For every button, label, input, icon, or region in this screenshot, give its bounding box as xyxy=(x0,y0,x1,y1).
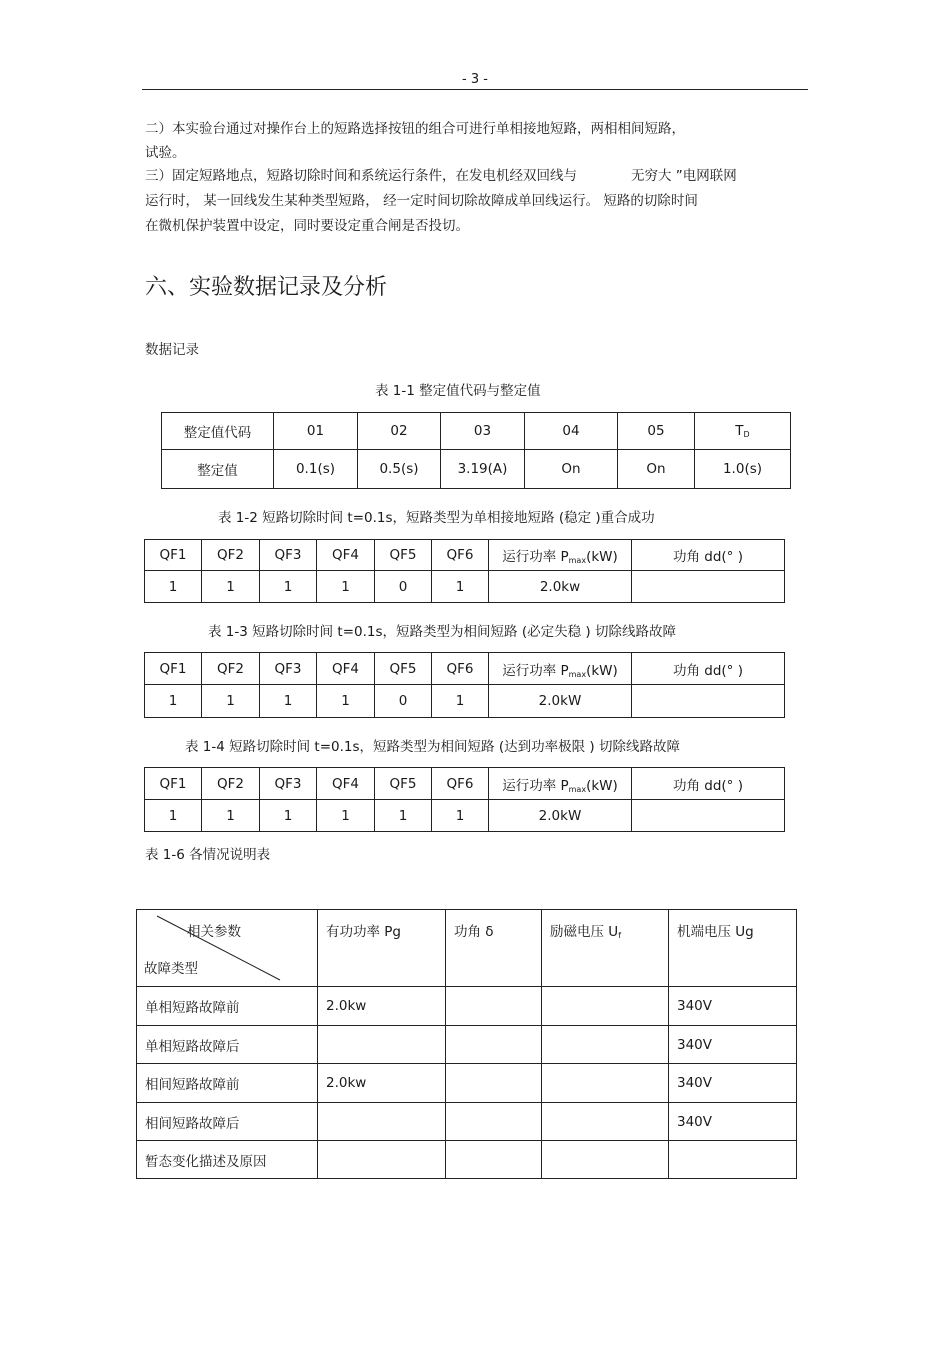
paragraph-line: 试验。 xyxy=(145,145,186,161)
cell: QF3 xyxy=(260,653,317,685)
cell: 机端电压 Ug xyxy=(669,910,797,987)
cell xyxy=(542,1026,669,1064)
table3-phase-to-phase xyxy=(144,652,785,718)
cell: 1 xyxy=(145,685,202,718)
cell: 1 xyxy=(260,571,317,603)
power-label: 运行功率 P xyxy=(502,777,569,794)
table1-setting-values xyxy=(161,412,791,489)
cell xyxy=(446,1103,542,1141)
cell: 1 xyxy=(145,571,202,603)
cell: 1 xyxy=(432,685,489,718)
cell: On xyxy=(525,450,618,489)
cell: 1 xyxy=(432,800,489,832)
cell xyxy=(446,1026,542,1064)
paragraph-line: 在微机保护装置中设定，同时要设定重合闸是否投切。 xyxy=(145,218,469,234)
power-label: 运行功率 P xyxy=(502,662,569,679)
cell: 340V xyxy=(669,1026,797,1064)
cell xyxy=(695,413,791,450)
cell: 1 xyxy=(317,685,375,718)
cell: 0.1(s) xyxy=(274,450,358,489)
cell xyxy=(542,1103,669,1141)
cell: QF1 xyxy=(145,653,202,685)
table4-power-limit xyxy=(144,767,785,832)
cell: QF2 xyxy=(202,540,260,571)
cell: 相间短路故障前 xyxy=(137,1064,318,1103)
paragraph-line: 二）本实验台通过对操作台上的短路选择按钮的组合可进行单相接地短路，两相相间短路， xyxy=(145,121,685,137)
cell xyxy=(318,1141,446,1179)
cell: 1 xyxy=(317,800,375,832)
table3-caption: 表 1-3 短路切除时间 t=0.1s，短路类型为相间短路 (必定失稳 ) 切除线路故障 xyxy=(208,624,676,640)
intro-paragraphs xyxy=(145,117,810,239)
cell: QF4 xyxy=(317,768,375,800)
power-subscript: max xyxy=(568,784,587,794)
cell: 2.0kw xyxy=(318,1064,446,1103)
cell: QF5 xyxy=(375,540,432,571)
cell: 1.0(s) xyxy=(695,450,791,489)
cell: 1 xyxy=(432,571,489,603)
cell: 有功功率 Pg xyxy=(318,910,446,987)
cell: 功角 dd(° ) xyxy=(632,540,785,571)
cell xyxy=(632,685,785,718)
cell: 整定值 xyxy=(162,450,274,489)
cell xyxy=(318,1026,446,1064)
cell: QF6 xyxy=(432,540,489,571)
header-rule xyxy=(142,89,808,90)
cell xyxy=(489,768,632,800)
cell: 02 xyxy=(358,413,441,450)
section-title: 六、实验数据记录及分析 xyxy=(145,275,388,300)
cell: 1 xyxy=(260,685,317,718)
cell xyxy=(542,910,669,987)
cell: QF2 xyxy=(202,768,260,800)
cell xyxy=(489,540,632,571)
cell: 2.0kw xyxy=(489,571,632,603)
uf-label: 励磁电压 U xyxy=(550,924,619,940)
cell: 单相短路故障后 xyxy=(137,1026,318,1064)
table2-single-phase xyxy=(144,539,785,603)
cell: QF3 xyxy=(260,768,317,800)
cell: 340V xyxy=(669,1103,797,1141)
paragraph-line: 运行时， 某一回线发生某种类型短路， 经一定时间切除故障成单回线运行。 短路的切除时间 xyxy=(145,193,698,209)
cell: QF4 xyxy=(317,540,375,571)
power-unit: (kW) xyxy=(586,777,618,794)
cell: QF5 xyxy=(375,768,432,800)
power-unit: (kW) xyxy=(586,662,618,679)
cell: 1 xyxy=(317,571,375,603)
cell: 1 xyxy=(145,800,202,832)
cell: On xyxy=(618,450,695,489)
cell: 1 xyxy=(202,685,260,718)
cell xyxy=(446,1064,542,1103)
cell: QF4 xyxy=(317,653,375,685)
diagonal-header-cell xyxy=(137,910,318,987)
cell: 相间短路故障后 xyxy=(137,1103,318,1141)
cell: 2.0kW xyxy=(489,685,632,718)
cell: 2.0kW xyxy=(489,800,632,832)
cell: 暂态变化描述及原因 xyxy=(137,1141,318,1179)
cell: 0 xyxy=(375,685,432,718)
table2-caption: 表 1-2 短路切除时间 t=0.1s，短路类型为单相接地短路 (稳定 )重合成功 xyxy=(218,510,655,526)
power-label: 运行功率 P xyxy=(502,549,569,565)
cell: 01 xyxy=(274,413,358,450)
cell xyxy=(489,653,632,685)
td-subscript: D xyxy=(743,430,750,439)
cell: 功角 dd(° ) xyxy=(632,768,785,800)
cell: QF1 xyxy=(145,768,202,800)
page-number: - 3 - xyxy=(462,72,488,87)
cell: 单相短路故障前 xyxy=(137,987,318,1026)
cell: QF3 xyxy=(260,540,317,571)
cell: QF6 xyxy=(432,653,489,685)
cell: 03 xyxy=(441,413,525,450)
power-subscript: max xyxy=(568,556,587,565)
table1-caption: 表 1-1 整定值代码与整定值 xyxy=(375,383,541,399)
cell: 1 xyxy=(202,571,260,603)
cell: 05 xyxy=(618,413,695,450)
cell xyxy=(446,987,542,1026)
cell xyxy=(669,1141,797,1179)
cell: 功角 dd(° ) xyxy=(632,653,785,685)
subsection-title: 数据记录 xyxy=(145,342,199,358)
uf-subscript: f xyxy=(618,931,622,940)
power-subscript: max xyxy=(568,669,587,679)
power-unit: (kW) xyxy=(586,549,618,565)
paragraph-line: 三）固定短路地点，短路切除时间和系统运行条件，在发电机经双回线与 无穷大 ”电网联网 xyxy=(145,168,737,184)
cell: 整定值代码 xyxy=(162,413,274,450)
cell xyxy=(542,987,669,1026)
diag-bottom-label: 故障类型 xyxy=(144,961,198,977)
table6-situation-description xyxy=(136,909,797,1179)
cell: QF1 xyxy=(145,540,202,571)
cell xyxy=(632,571,785,603)
cell: 2.0kw xyxy=(318,987,446,1026)
cell: 0.5(s) xyxy=(358,450,441,489)
cell: QF6 xyxy=(432,768,489,800)
cell: 0 xyxy=(375,571,432,603)
cell: 340V xyxy=(669,1064,797,1103)
cell xyxy=(542,1141,669,1179)
cell: 1 xyxy=(375,800,432,832)
td-label: T xyxy=(735,423,744,439)
cell: 3.19(A) xyxy=(441,450,525,489)
cell: 功角 δ xyxy=(446,910,542,987)
table6-caption: 表 1-6 各情况说明表 xyxy=(145,847,271,863)
cell: QF2 xyxy=(202,653,260,685)
cell xyxy=(632,800,785,832)
cell: 04 xyxy=(525,413,618,450)
diag-top-label: 相关参数 xyxy=(187,924,241,940)
cell: 340V xyxy=(669,987,797,1026)
cell xyxy=(446,1141,542,1179)
cell xyxy=(542,1064,669,1103)
cell xyxy=(318,1103,446,1141)
cell: QF5 xyxy=(375,653,432,685)
table4-caption: 表 1-4 短路切除时间 t=0.1s，短路类型为相间短路 (达到功率极限 ) 切除线路故障 xyxy=(185,739,680,755)
cell: 1 xyxy=(260,800,317,832)
cell: 1 xyxy=(202,800,260,832)
